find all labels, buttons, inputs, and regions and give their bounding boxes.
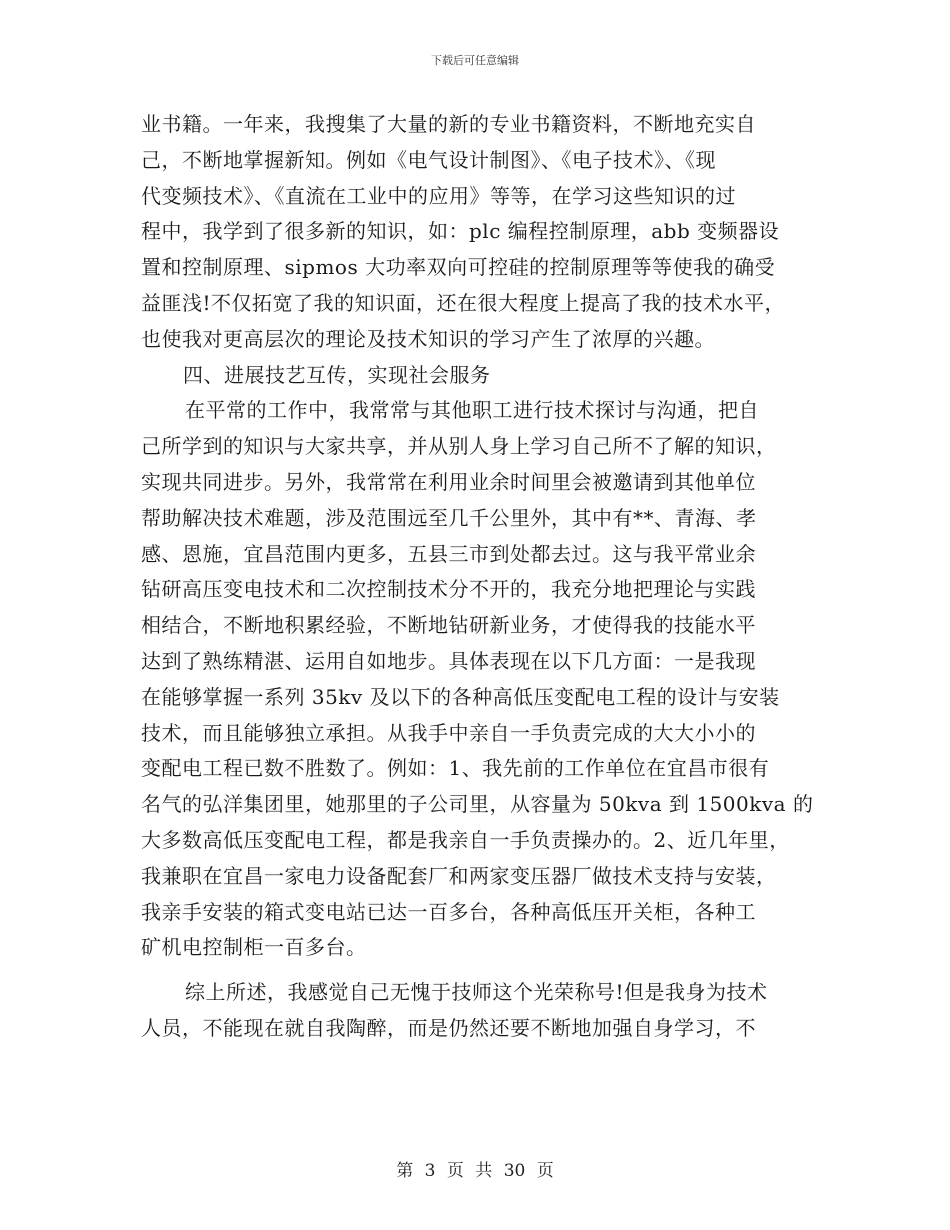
text-line: 实现共同进步。另外，我常常在利用业余时间里会被邀请到其他单位 xyxy=(141,469,756,494)
text-line: 人员，不能现在就自我陶醉，而是仍然还要不断地加强自身学习，不 xyxy=(141,1015,756,1040)
text-line: 也使我对更高层次的理论及技术知识的学习产生了浓厚的兴趣。 xyxy=(141,326,715,351)
text-line: 己，不断地掌握新知。例如《电气设计制图》、《电子技术》、《现 xyxy=(141,147,716,172)
text-line: 矿机电控制柜一百多台。 xyxy=(141,935,367,960)
text-line: 己所学到的知识与大家共享，并从别人身上学习自己所不了解的知识， xyxy=(141,434,777,459)
text-line: 置和控制原理、sipmos 大功率双向可控硅的控制原理等等使我的确受 xyxy=(141,255,776,280)
text-line: 感、恩施，宜昌范围内更多，五县三市到处都去过。这与我平常业余 xyxy=(141,541,756,566)
text-line: 达到了熟练精湛、运用自如地步。具体表现在以下几方面：一是我现 xyxy=(141,648,756,673)
text-line: 我兼职在宜昌一家电力设备配套厂和两家变压器厂做技术支持与安装， xyxy=(141,863,777,888)
text-line: 大多数高低压变配电工程，都是我亲自一手负责操办的。2、近几年里， xyxy=(141,827,790,852)
text-line: 益匪浅!不仅拓宽了我的知识面，还在很大程度上提高了我的技术水平， xyxy=(141,290,786,315)
text-line: 程中，我学到了很多新的知识，如：plc 编程控制原理，abb 变频器设 xyxy=(141,219,780,244)
text-line: 钻研高压变电技术和二次控制技术分不开的，我充分地把理论与实践 xyxy=(141,577,756,602)
text-line: 技术，而且能够独立承担。从我手中亲自一手负责完成的大大小小的 xyxy=(141,720,756,745)
page-header: 下载后可任意编辑 xyxy=(431,54,519,67)
text-line: 名气的弘洋集团里，她那里的子公司里，从容量为 50kva 到 1500kva 的 xyxy=(141,792,814,817)
text-line: 我亲手安装的箱式变电站已达一百多台，各种高低压开关柜，各种工 xyxy=(141,899,756,924)
text-line: 帮助解决技术难题，涉及范围远至几千公里外，其中有**、青海、孝 xyxy=(141,505,757,530)
text-line: 业书籍。一年来，我搜集了大量的新的专业书籍资料，不断地充实自 xyxy=(141,112,756,136)
page-footer: 第 3 页 共 30 页 xyxy=(396,1161,554,1181)
paragraph-first-line: 综上所述，我感觉自己无愧于技师这个光荣称号!但是我身为技术 xyxy=(185,980,768,1005)
document-body xyxy=(141,107,816,1047)
section-heading: 四、进展技艺互传，实现社会服务 xyxy=(183,362,491,387)
text-line: 变配电工程已数不胜数了。例如：1、我先前的工作单位在宜昌市很有 xyxy=(141,756,770,781)
text-line: 相结合，不断地积累经验，不断地钻研新业务，才使得我的技能水平 xyxy=(141,613,756,638)
text-line: 在能够掌握一系列 35kv 及以下的各种高低压变配电工程的设计与安装 xyxy=(141,684,780,709)
paragraph-first-line: 在平常的工作中，我常常与其他职工进行技术探讨与沟通，把自 xyxy=(185,398,759,423)
text-line: 代变频技术》、《直流在工业中的应用》等等，在学习这些知识的过 xyxy=(141,183,736,208)
